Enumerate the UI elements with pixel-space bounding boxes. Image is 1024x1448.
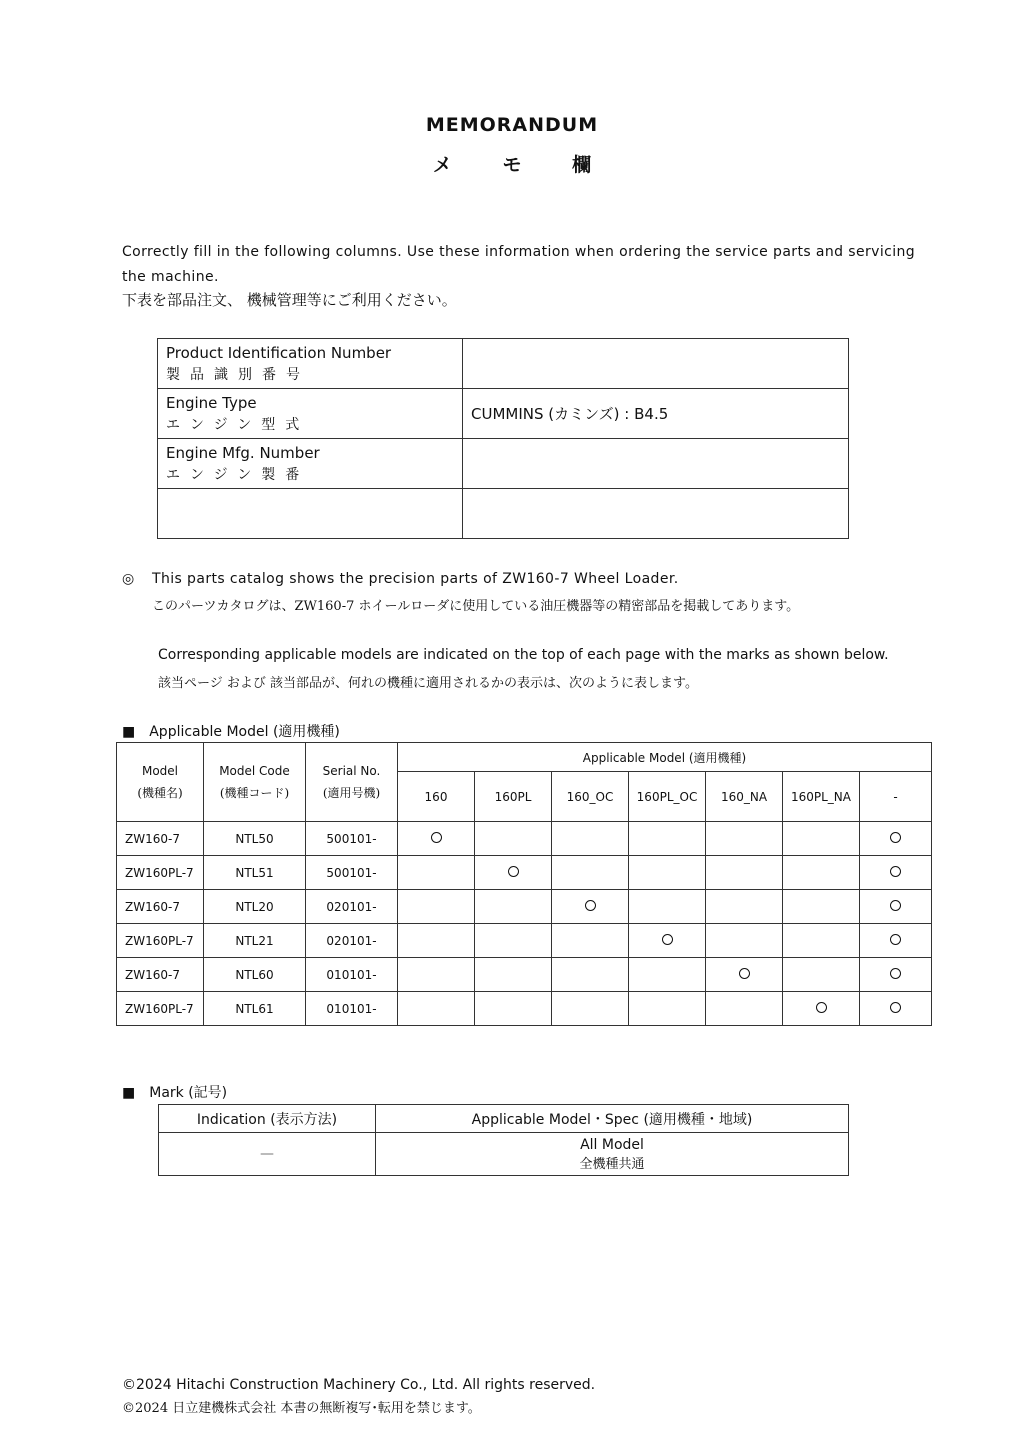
- circle-mark-icon: [890, 1002, 901, 1013]
- circle-mark-icon: [890, 832, 901, 843]
- mark-cell: [398, 822, 475, 856]
- label-ja: エンジン型式: [166, 416, 310, 433]
- mark-cell: [552, 992, 629, 1026]
- blank-value-field[interactable]: [463, 489, 849, 539]
- section-heading-text: Applicable Model (適用機種): [149, 724, 340, 740]
- mark-cell: [783, 958, 860, 992]
- header-applicable-spec: Applicable Model・Spec (適用機種・地域): [376, 1105, 849, 1133]
- mark-cell: [475, 856, 552, 890]
- catalog-note-text: This parts catalog shows the precision parts of ZW160-7 Wheel Loader.: [152, 571, 679, 587]
- label-en: Engine Type: [166, 393, 257, 412]
- engine-mfg-number-field[interactable]: [463, 439, 849, 489]
- header-col-160: 160: [398, 772, 475, 822]
- mark-cell: [629, 890, 706, 924]
- mark-cell: [860, 890, 932, 924]
- label-cell: [158, 389, 463, 439]
- mark-cell: [706, 924, 783, 958]
- model-code-cell: NTL51: [204, 856, 306, 890]
- header-model: Model (機種名): [117, 743, 204, 822]
- mark-cell: [475, 890, 552, 924]
- subtitle-char: 欄: [572, 154, 592, 176]
- table-row: [158, 389, 849, 439]
- mark-cell: [629, 924, 706, 958]
- mark-cell: [552, 958, 629, 992]
- mark-cell: [475, 958, 552, 992]
- mark-cell: [398, 924, 475, 958]
- circle-mark-icon: [585, 900, 596, 911]
- all-model-en: All Model: [580, 1136, 644, 1153]
- mark-cell: [629, 822, 706, 856]
- serial-cell: 020101-: [306, 924, 398, 958]
- all-model-cell: [376, 1133, 849, 1176]
- mark-cell: [552, 890, 629, 924]
- label-cell: [158, 339, 463, 389]
- mark-cell: [629, 856, 706, 890]
- page-subtitle: [0, 150, 1024, 177]
- corresponding-note-en: Corresponding applicable models are indicated on the top of each page with the marks as shown below.: [158, 647, 889, 663]
- table-row: [117, 958, 932, 992]
- applicable-model-rows: [117, 822, 932, 1026]
- blank-label-cell: [158, 489, 463, 539]
- table-row: [117, 890, 932, 924]
- mark-cell: [398, 890, 475, 924]
- header-col-dash: -: [860, 772, 932, 822]
- circle-mark-icon: [890, 866, 901, 877]
- circle-mark-icon: [739, 968, 750, 979]
- copyright-en: ©2024 Hitachi Construction Machinery Co., Ltd. All rights reserved.: [122, 1377, 596, 1393]
- mark-cell: [552, 822, 629, 856]
- mark-cell: [783, 992, 860, 1026]
- mark-cell: [783, 856, 860, 890]
- mark-cell: [706, 856, 783, 890]
- mark-cell: [860, 958, 932, 992]
- all-model-ja: 全機種共通: [579, 1156, 645, 1172]
- mark-cell: [398, 958, 475, 992]
- circle-mark-icon: [890, 934, 901, 945]
- serial-cell: 010101-: [306, 992, 398, 1026]
- table-row: [117, 924, 932, 958]
- mark-cell: [475, 822, 552, 856]
- circle-mark-icon: [508, 866, 519, 877]
- mark-cell: [706, 890, 783, 924]
- page-title: MEMORANDUM: [425, 114, 599, 136]
- header-serial: Serial No. (適用号機): [306, 743, 398, 822]
- mark-heading: [122, 1082, 227, 1102]
- header-col-160pl: 160PL: [475, 772, 552, 822]
- mark-cell: [860, 924, 932, 958]
- identification-table: [157, 338, 849, 539]
- table-header-row: [159, 1105, 849, 1133]
- table-row: [158, 489, 849, 539]
- subtitle-char: メ: [432, 154, 452, 176]
- label-ja: エンジン製番: [166, 466, 310, 483]
- subtitle-char: モ: [502, 154, 522, 176]
- model-code-cell: NTL21: [204, 924, 306, 958]
- model-code-cell: NTL60: [204, 958, 306, 992]
- intro-text-en: Correctly fill in the following columns. Use these information when ordering the service parts and servicing the machine.: [122, 244, 916, 285]
- catalog-note-en: [122, 571, 679, 587]
- mark-cell: [475, 992, 552, 1026]
- table-row: [158, 439, 849, 489]
- model-cell: ZW160-7: [117, 958, 204, 992]
- intro-text-ja: 下表を部品注文、 機械管理等にご利用ください。: [122, 291, 457, 309]
- mark-cell: [706, 992, 783, 1026]
- table-row: [117, 822, 932, 856]
- table-row: [158, 339, 849, 389]
- mark-cell: [860, 856, 932, 890]
- header-applicable-group: Applicable Model (適用機種): [398, 743, 932, 772]
- table-header-row: [117, 743, 932, 772]
- table-row: [117, 992, 932, 1026]
- mark-cell: [860, 822, 932, 856]
- label-en: Product Identification Number: [166, 343, 392, 362]
- label-cell: [158, 439, 463, 489]
- header-col-160-na: 160_NA: [706, 772, 783, 822]
- catalog-note-ja: このパーツカタログは、ZW160-7 ホイールローダに使用している油圧機器等の精密部品を掲載してあります。: [152, 599, 800, 614]
- mark-cell: [398, 856, 475, 890]
- serial-cell: 500101-: [306, 856, 398, 890]
- model-cell: ZW160-7: [117, 890, 204, 924]
- mark-cell: [706, 958, 783, 992]
- mark-cell: [783, 890, 860, 924]
- header-col-160pl-oc: 160PL_OC: [629, 772, 706, 822]
- serial-cell: 500101-: [306, 822, 398, 856]
- model-code-cell: NTL50: [204, 822, 306, 856]
- applicable-model-table: [116, 742, 932, 1026]
- model-code-cell: NTL20: [204, 890, 306, 924]
- engine-type-value: CUMMINS (カミンズ) : B4.5: [463, 389, 849, 439]
- circle-mark-icon: [431, 832, 442, 843]
- model-code-cell: NTL61: [204, 992, 306, 1026]
- label-ja: 製品識別番号: [166, 366, 310, 383]
- section-heading-text: Mark (記号): [149, 1085, 228, 1101]
- mark-cell: [783, 924, 860, 958]
- indication-dash: —: [159, 1133, 376, 1176]
- header-col-160-oc: 160_OC: [552, 772, 629, 822]
- mark-table: [158, 1104, 849, 1176]
- circle-mark-icon: [662, 934, 673, 945]
- header-indication: Indication (表示方法): [159, 1105, 376, 1133]
- product-id-field[interactable]: [463, 339, 849, 389]
- circle-mark-icon: [890, 900, 901, 911]
- circle-mark-icon: [816, 1002, 827, 1013]
- square-bullet-icon: ■: [122, 724, 136, 740]
- model-cell: ZW160-7: [117, 822, 204, 856]
- table-row: [117, 856, 932, 890]
- mark-cell: [860, 992, 932, 1026]
- header-col-160pl-na: 160PL_NA: [783, 772, 860, 822]
- mark-cell: [552, 856, 629, 890]
- square-bullet-icon: ■: [122, 1085, 136, 1101]
- mark-cell: [706, 822, 783, 856]
- mark-cell: [398, 992, 475, 1026]
- serial-cell: 010101-: [306, 958, 398, 992]
- mark-cell: [629, 992, 706, 1026]
- mark-cell: [475, 924, 552, 958]
- model-cell: ZW160PL-7: [117, 992, 204, 1026]
- circle-mark-icon: [890, 968, 901, 979]
- model-cell: ZW160PL-7: [117, 924, 204, 958]
- copyright-ja: ©2024 日立建機株式会社 本書の無断複写･転用を禁じます。: [122, 1401, 481, 1416]
- corresponding-note-ja: 該当ページ および 該当部品が、何れの機種に適用されるかの表示は、次のように表します。: [158, 676, 698, 691]
- serial-cell: 020101-: [306, 890, 398, 924]
- mark-cell: [629, 958, 706, 992]
- header-model-code: Model Code (機種コード): [204, 743, 306, 822]
- model-cell: ZW160PL-7: [117, 856, 204, 890]
- table-row: [159, 1133, 849, 1176]
- double-circle-icon: ◎: [122, 571, 135, 587]
- mark-cell: [552, 924, 629, 958]
- mark-cell: [783, 822, 860, 856]
- applicable-model-heading: [122, 721, 340, 741]
- label-en: Engine Mfg. Number: [166, 443, 320, 462]
